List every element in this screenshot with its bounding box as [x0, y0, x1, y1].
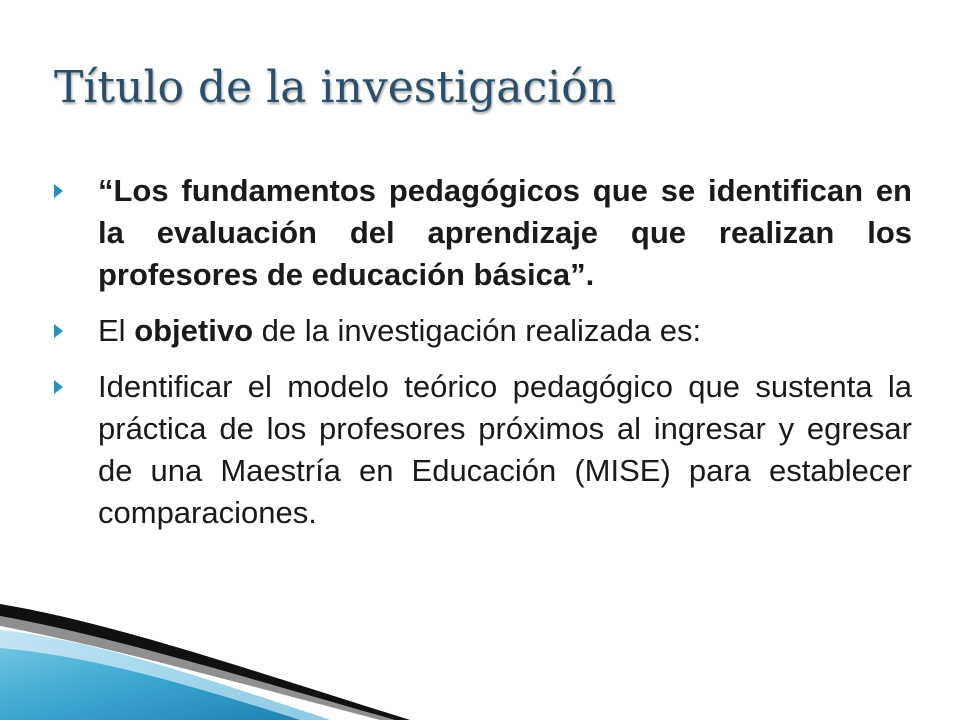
slide-title: Título de la investigación: [54, 62, 617, 113]
triangle-right-icon: [54, 324, 63, 338]
bullet-item-objective: [54, 310, 912, 352]
bullet-item-goal: [54, 366, 912, 534]
triangle-right-icon: [54, 380, 63, 394]
triangle-right-icon: [54, 184, 63, 198]
bullet-text: Identificar el modelo teórico pedagógico que sustenta la práctica de los profesores próximos al ingresar y egresar de una Maestría en Educación (MISE) para establecer comparaciones.: [98, 369, 912, 530]
bullet-text-bold: objetivo: [134, 313, 254, 348]
bullet-list: [54, 170, 912, 548]
decorative-swoosh: [0, 570, 420, 720]
bullet-text: “Los fundamentos pedagógicos que se identifican en la evaluación del aprendizaje que realizan los profesores de educación básica”.: [98, 173, 912, 292]
bullet-item-research-title: [54, 170, 912, 296]
bullet-text-suffix: de la investigación realizada es:: [253, 313, 702, 348]
bullet-text-prefix: El: [98, 313, 135, 348]
